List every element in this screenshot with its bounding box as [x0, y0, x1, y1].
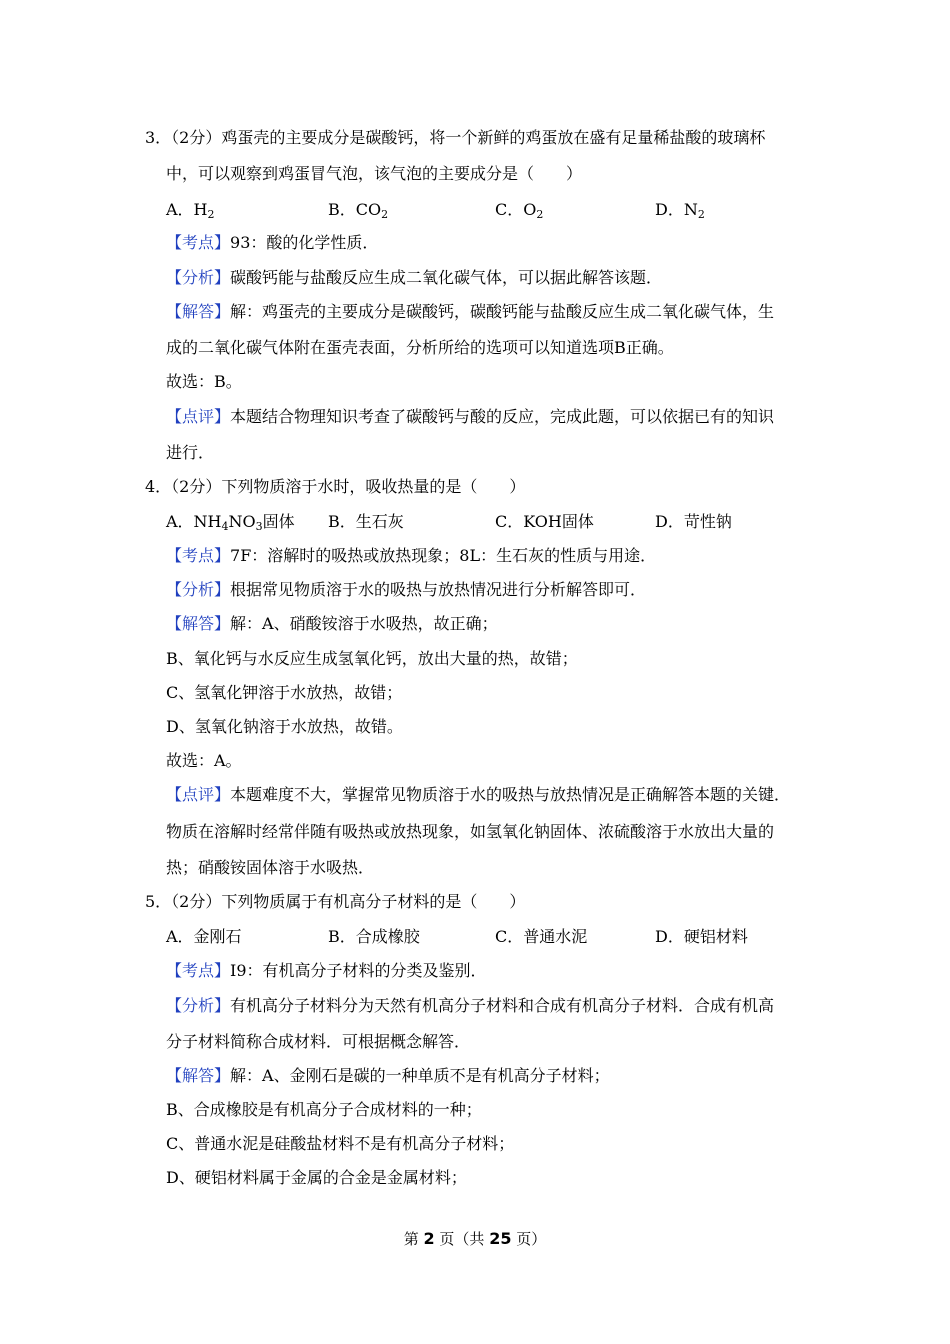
q4-jieda-line1: 【解答】解：A、硝酸铵溶于水吸热，故正确；: [166, 614, 498, 633]
q4-stem-line1: 4．（2分）下列物质溶于水时，吸收热量的是（ ）: [145, 477, 526, 496]
q5-jieda-line4: D、硬铝材料属于金属的合金是金属材料；: [166, 1168, 467, 1187]
q3-jieda-line1: 【解答】解：鸡蛋壳的主要成分是碳酸钙，碳酸钙能与盐酸反应生成二氧化碳气体，生: [166, 302, 775, 321]
q3-option-d: D．$N_2$: [655, 200, 705, 221]
current-page-number: 2: [423, 1229, 435, 1248]
q3-dianping-line1: 【点评】本题结合物理知识考查了碳酸钙与酸的反应，完成此题，可以依据已有的知识: [166, 407, 775, 426]
q3-stem-line2: 中，可以观察到鸡蛋冒气泡，该气泡的主要成分是（ ）: [166, 164, 583, 183]
dianping-tag: 【点评】: [166, 785, 231, 804]
q4-kaodian: 【考点】7F：溶解时的吸热或放热现象；8L：生石灰的性质与用途．: [166, 546, 657, 565]
q5-jieda-line3: C、普通水泥是硅酸盐材料不是有机高分子材料；: [166, 1134, 515, 1153]
q5-option-b: B．合成橡胶: [328, 927, 420, 946]
q4-dianping-line1: 【点评】本题难度不大，掌握常见物质溶于水的吸热与放热情况是正确解答本题的关键．: [166, 785, 791, 804]
q4-dianping-line2: 物质在溶解时经常伴随有吸热或放热现象，如氢氧化钠固体、浓硫酸溶于水放出大量的: [166, 822, 775, 841]
q5-option-c: C．普通水泥: [495, 927, 588, 946]
jieda-tag: 【解答】: [166, 302, 231, 321]
dianping-tag: 【点评】: [166, 407, 231, 426]
q5-fenxi-line2: 分子材料简称合成材料．可根据概念解答．: [166, 1032, 471, 1051]
q5-jieda-line2: B、合成橡胶是有机高分子合成材料的一种；: [166, 1100, 482, 1119]
q4-option-b: B．生石灰: [328, 512, 404, 531]
q4-option-d: D．苛性钠: [655, 512, 732, 531]
q5-stem-line1: 5．（2分）下列物质属于有机高分子材料的是（ ）: [145, 892, 526, 911]
q4-fenxi: 【分析】根据常见物质溶于水的吸热与放热情况进行分析解答即可．: [166, 580, 647, 599]
q4-option-a: A．$NH_4NO_3$固体: [166, 512, 295, 533]
q5-option-a: A．金刚石: [166, 927, 242, 946]
q3-option-a: A．$H_2$: [166, 200, 215, 221]
q3-guxuan: 故选：B。: [166, 372, 242, 391]
q4-option-c: C．KOH固体: [495, 512, 594, 531]
total-page-count: 25: [489, 1229, 512, 1248]
q4-jieda-line4: D、氢氧化钠溶于水放热，故错。: [166, 717, 403, 736]
q3-stem-line1: 3．（2分）鸡蛋壳的主要成分是碳酸钙，将一个新鲜的鸡蛋放在盛有足量稀盐酸的玻璃杯: [145, 128, 766, 147]
q3-jieda-line2: 成的二氧化碳气体附在蛋壳表面，分析所给的选项可以知道选项B正确。: [166, 338, 674, 357]
fenxi-tag: 【分析】: [166, 268, 231, 287]
q3-option-b: B．$CO_2$: [328, 200, 389, 221]
q3-fenxi: 【分析】碳酸钙能与盐酸反应生成二氧化碳气体，可以据此解答该题．: [166, 268, 663, 287]
fenxi-tag: 【分析】: [166, 996, 231, 1015]
q5-option-d: D．硬铝材料: [655, 927, 748, 946]
jieda-tag: 【解答】: [166, 1066, 231, 1085]
q4-jieda-line2: B、氧化钙与水反应生成氢氧化钙，放出大量的热，故错；: [166, 649, 578, 668]
page-footer: 第 2 页（共 25 页）: [403, 1229, 547, 1248]
kaodian-tag: 【考点】: [166, 546, 231, 565]
q5-jieda-line1: 【解答】解：A、金刚石是碳的一种单质不是有机高分子材料；: [166, 1066, 610, 1085]
q3-option-c: C．$O_2$: [495, 200, 544, 221]
q3-kaodian: 【考点】93：酸的化学性质．: [166, 233, 379, 252]
q4-jieda-line3: C、氢氧化钾溶于水放热，故错；: [166, 683, 403, 702]
q5-fenxi-line1: 【分析】有机高分子材料分为天然有机高分子材料和合成有机高分子材料．合成有机高: [166, 996, 775, 1015]
kaodian-tag: 【考点】: [166, 961, 231, 980]
q5-kaodian: 【考点】I9：有机高分子材料的分类及鉴别．: [166, 961, 487, 980]
fenxi-tag: 【分析】: [166, 580, 231, 599]
q4-guxuan: 故选：A。: [166, 751, 242, 770]
jieda-tag: 【解答】: [166, 614, 231, 633]
q4-dianping-line3: 热；硝酸铵固体溶于水吸热．: [166, 858, 375, 877]
q3-dianping-line2: 进行．: [166, 443, 215, 462]
kaodian-tag: 【考点】: [166, 233, 231, 252]
